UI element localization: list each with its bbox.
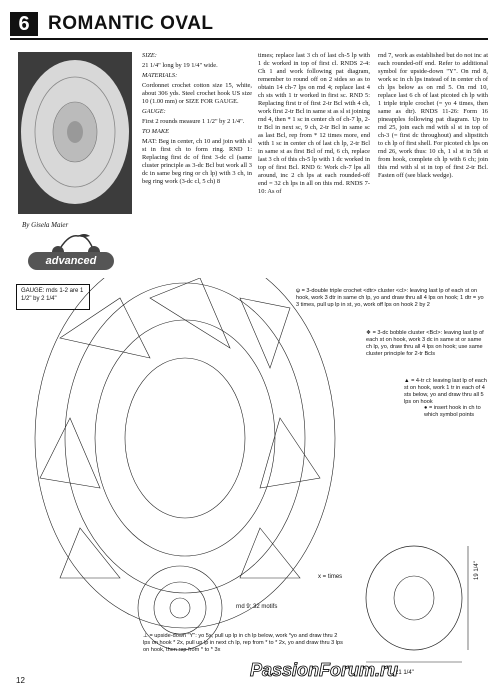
- bobble-cluster-icon: ❖: [366, 330, 372, 336]
- text-column-3: rnd 7, work as established but do not inc at each rounded-off end. Refer to additional symbol for upside-down "Y". On rnd 8, work sc in ch lps instead of in center ch of ch lps below as on rnd 5. On rnd 10, replace last 6 ch of last picoted ch lp with 1 triple triple crochet (= yo 4 times, then same as dtr). RNDS 11-26: Form 16 pineapples following pat diagram. Up to rnd 25, join each rnd with sl st in top of ch-3 (= first dc throughout) and slipstitch to ch lp of first shell. For picoted ch lps on rnd 26, work thus: 10 ch, 1 sl st in 5th st from hook, complete ch lp with 6 ch; join this rnd with sl st in top of first 2-tr Bcl. Fasten off (see black wedge).: [378, 52, 488, 179]
- upside-down-y-icon: ⊥: [143, 633, 148, 639]
- height-dimension: 19 1/4": [474, 561, 480, 580]
- legend-times: x = times: [318, 574, 343, 580]
- pattern-number: 6: [10, 12, 38, 36]
- doily-photo: [18, 52, 132, 214]
- text-column-2: times; replace last 3 ch of last ch-5 lp with 1 dc worked in top of first cl. RNDS 2-4: Ch 1 and work following pat diagram, remember to round off on 2 sides so as to obtain 14 ch-7 lps on rnd 4; replace last 4 ch sts with 1 tr worked in first sc. RND 5: Replacing first tr of first 2-tr Bcl with 4 ch, work first 2-tr Bcl in same st as sl st joining rnd 4, then * 1 sc in center ch of ch-7 lp, 2-tr Bcl in next sc, 9 ch, 2-tr Bcl in same sc as last Bcl, rep from * 12 times more, end with 1 sc in center ch of last ch lp, 2-tr Bcl in same st as first Bcl of rnd, 6 ch, replace last 3 ch of this ch-5 lp with 1 dc worked in top of first Bcl. RND 6: Work ch-7 lps all around, inc 2 ch lps at each rounded-off end = 32 ch lps in all on this rnd. RNDS 7-10: As of: [258, 52, 370, 195]
- page-title: ROMANTIC OVAL: [48, 13, 214, 34]
- legend-dtr-cluster: ψ = 3-double triple crochet <dtr> cluster <cl>: leaving last lp of each st on hook, work 3 dtr in same ch lp, yo and draw thru all 4 lps on hook; 1 dtr = yo 3 times, pull up lp in st, yo, work off lps on hook 2 by 2: [296, 288, 484, 308]
- legend-bobble-cluster: ❖ = 3-dc bobble cluster <Bcl>: leaving last lp of each st on hook, work 3 dc in same st or same ch lp, yo, draw thru all 4 lps on hook; use same cluster principle for 2-tr Bcls: [366, 330, 484, 357]
- byline: By Gisela Maier: [22, 221, 69, 229]
- materials-heading: MATERIALS:: [142, 72, 178, 79]
- dtr-cluster-icon: ψ: [296, 288, 300, 294]
- to-make-text: MAT: Beg in center, ch 10 and join with sl st in first ch to form ring. RND 1: Replacing first dc of first 3-dc cl (same cluster principle as 3-dc Bcl but work all 3 dc in same beg ring or ch lp) with 3 ch, in beg ring work (3-dc cl, 5 ch) 8: [142, 138, 252, 185]
- insert-hook-icon: ●: [424, 405, 428, 411]
- cherry-icon: [28, 232, 128, 254]
- materials-text: Cordonnet crochet cotton size 15, white, about 306 yds. Steel crochet hook US size 10 (1.00 mm) or SIZE FOR GAUGE.: [142, 82, 252, 105]
- size-schematic: [362, 538, 472, 668]
- watermark: PassionForum.ru: [250, 660, 399, 680]
- size-heading: SIZE:: [142, 52, 157, 59]
- gauge-text: First 2 rounds measure 1 1/2" by 2 1/4".: [142, 118, 245, 125]
- gauge-box: GAUGE: rnds 1-2 are 1 1/2" by 2 1/4": [16, 284, 90, 310]
- text-column-1: [142, 52, 252, 188]
- legend-tr-cluster: ▲ = 4-tr cl: leaving last lp of each st on hook, work 1 tr in each of 4 sts below, yo and draw thru all 5 lps on hook: [404, 378, 487, 405]
- round-9-label: rnd 9: 32 motifs: [236, 604, 278, 610]
- badge-label: advanced: [28, 252, 114, 270]
- header: [10, 12, 488, 40]
- page-number: 12: [16, 676, 25, 685]
- legend-insert-hook: ● = insert hook in ch to which symbol points: [424, 405, 481, 418]
- width-dimension: 21 1/4": [395, 670, 414, 676]
- difficulty-badge: [28, 232, 128, 282]
- to-make-heading: TO MAKE: [142, 128, 170, 135]
- tr-cluster-icon: ▲: [404, 378, 410, 384]
- size-text: 21 1/4" long by 19 1/4" wide.: [142, 62, 218, 69]
- legend-upside-down-y: ⊥ = upside-down "Y": yo 5x, pull up lp in ch lp below, work *yo and draw thru 2 lps on hook * 2x, pull up lp in next ch lp, rep from * to * 2x, yo and draw thru 3 lps on hook, then rep from * to * 3x: [143, 633, 343, 653]
- gauge-heading: GAUGE:: [142, 108, 166, 115]
